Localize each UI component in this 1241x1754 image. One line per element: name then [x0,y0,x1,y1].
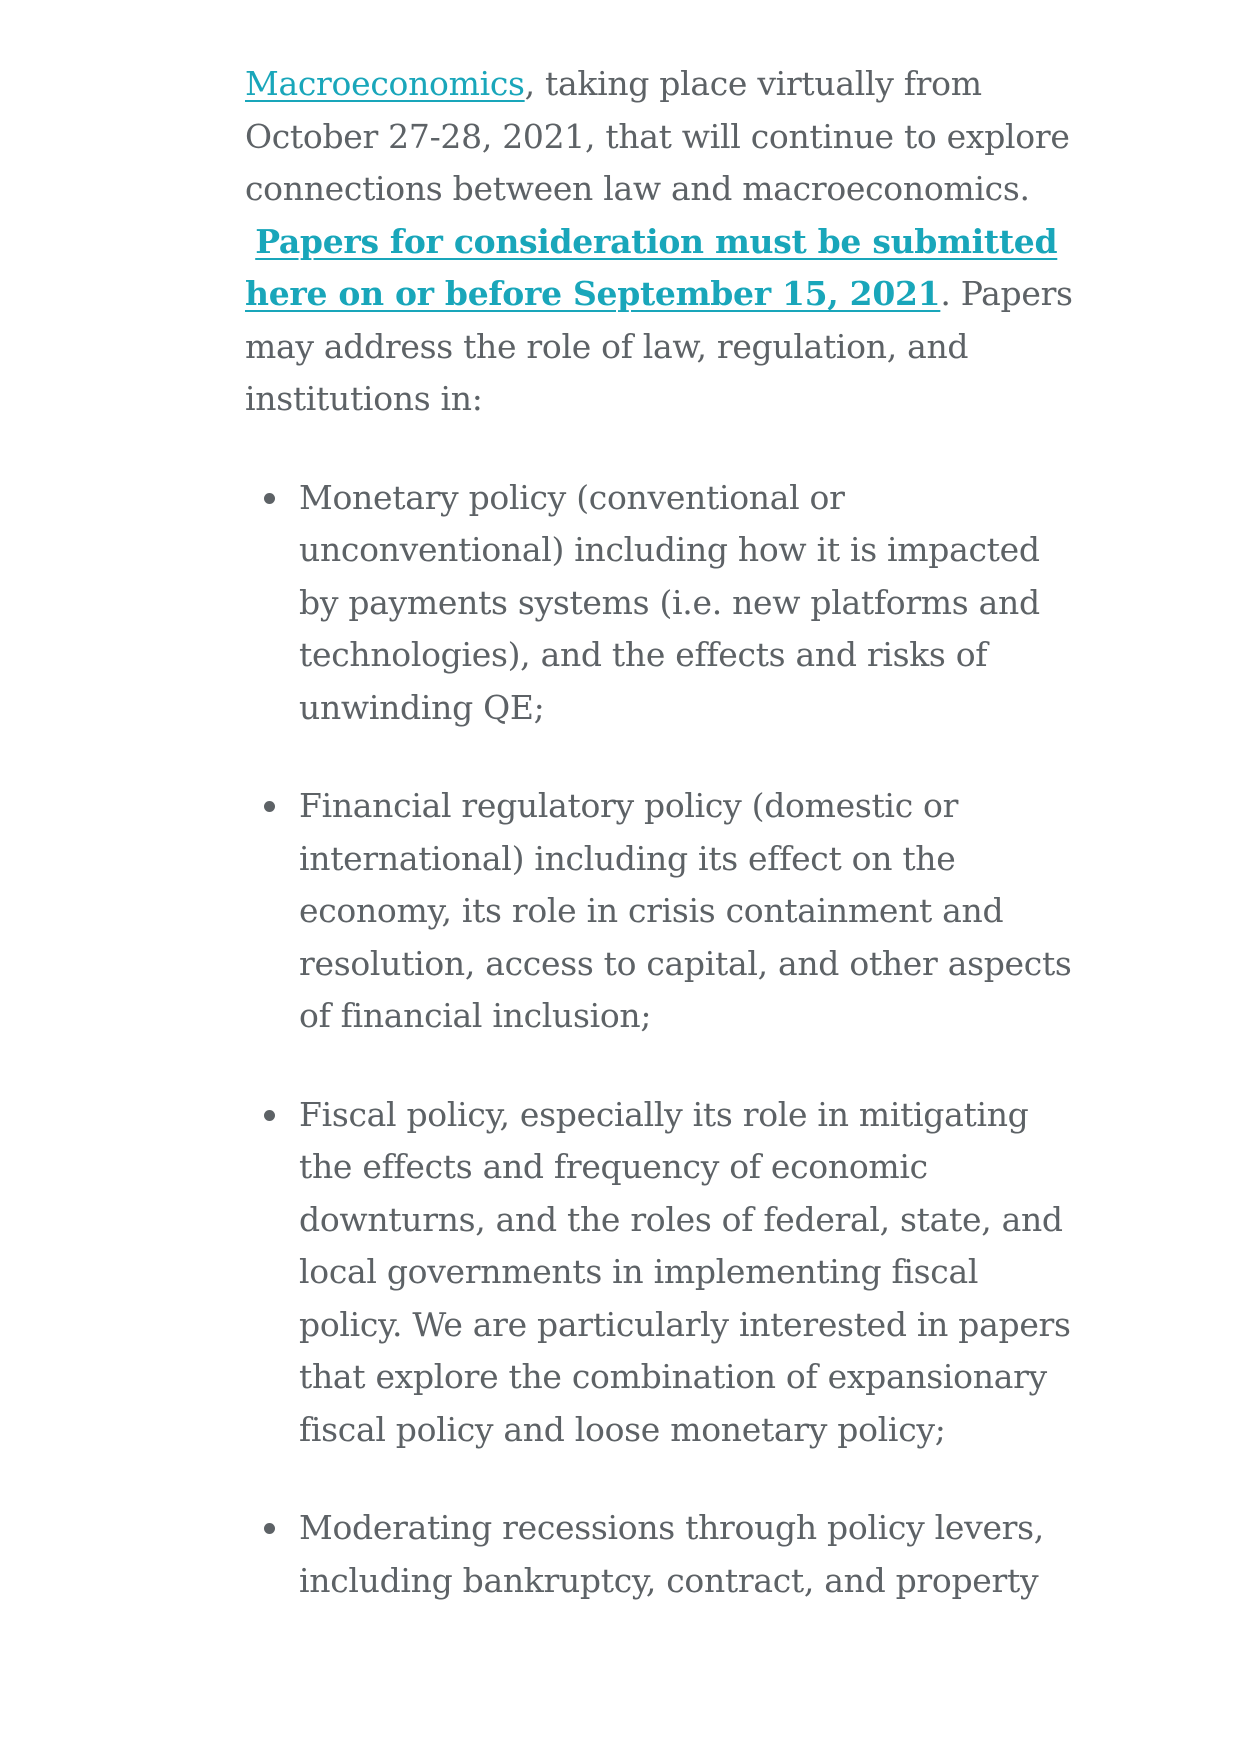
intro-paragraph [245,58,1085,426]
macroeconomics-link[interactable]: Macroeconomics [245,64,525,103]
list-item [245,1089,1085,1457]
list-item [245,472,1085,735]
submit-papers-link[interactable]: Papers for consideration must be submitted here on or before September 15, 2021 [245,221,1058,313]
list-item-text: Monetary policy (conventional or unconventional) including how it is impacted by payments systems (i.e. new platforms and technologies), and the effects and risks of unwinding QE; [299,477,1040,727]
list-item [245,1502,1085,1607]
list-item-text: Moderating recessions through policy levers, including bankruptcy, contract, and property [299,1508,1044,1600]
intro-text-continued: . Papers may address the role of law, regulation, and institutions in: [245,274,1073,418]
intro-text: , taking place virtually from October 27-28, 2021, that will continue to explore connections between law and macroeconomics. [245,64,1070,208]
list-item-text: Fiscal policy, especially its role in mitigating the effects and frequency of economic downturns, and the roles of federal, state, and local governments in implementing fiscal policy. We are particularly interested in papers that explore the combination of expansionary fiscal policy and loose monetary policy; [299,1094,1071,1449]
list-item-text: Financial regulatory policy (domestic or international) including its effect on the economy, its role in crisis containment and resolution, access to capital, and other aspects of financial inclusion; [299,786,1072,1035]
topics-list [245,472,1085,1608]
bullet-icon [264,493,275,504]
bullet-icon [264,801,275,812]
bullet-icon [264,1110,275,1121]
bullet-icon [264,1523,275,1534]
list-item [245,780,1085,1043]
article-body [245,58,1085,1653]
